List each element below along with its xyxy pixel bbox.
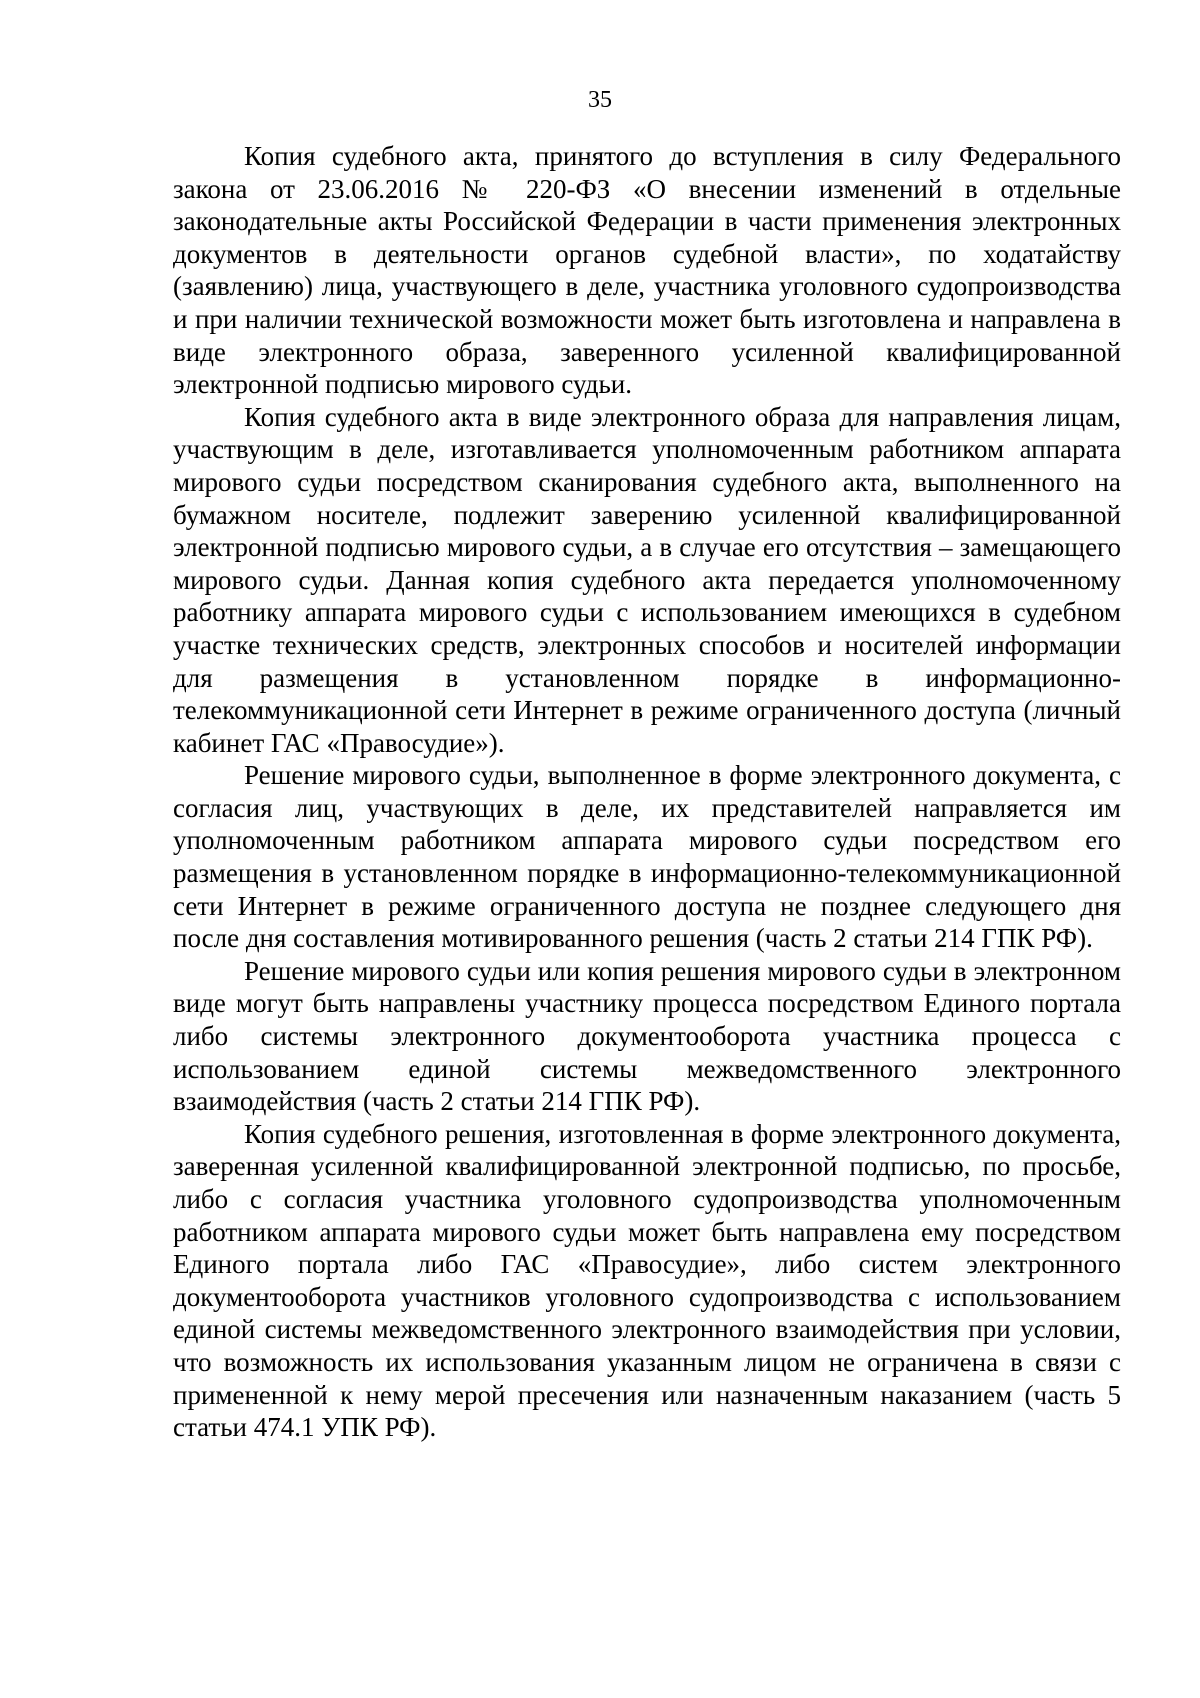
paragraph-2: Копия судебного акта в виде электронного образа для направления лицам, участвующим в деле, изготавливается уполномоченным работником аппарата мирового судьи посредством сканирования судебного акта, выполненного на бумажном носителе, подлежит заверению усиленной квалифицированной электронной подписью мирового судьи, а в случае его отсутствия – замещающего мирового судьи. Данная копия судебного акта передается уполномоченному работнику аппарата мирового судьи с использованием имеющихся в судебном участке технических средств, электронных способов и носителей информации для размещения в установленном порядке в информационно-телекоммуникационной сети Интернет в режиме ограниченного доступа (личный кабинет ГАС «Правосудие»). [173,401,1121,758]
paragraph-4: Решение мирового судьи или копия решения мирового судьи в электронном виде могут быть направлены участнику процесса посредством Единого портала либо системы электронного документооборота участника процесса с использованием единой системы межведомственного электронного взаимодействия (часть 2 статьи 214 ГПК РФ). [173,955,1121,1117]
document-body [173,140,1121,1444]
paragraph-1: Копия судебного акта, принятого до вступления в силу Федерального закона от 23.06.2016 № 220-ФЗ «О внесении изменений в отдельные законодательные акты Российской Федерации в части применения электронных документов в деятельности органов судебной власти», по ходатайству (заявлению) лица, участвующего в деле, участника уголовного судопроизводства и при наличии технической возможности может быть изготовлена и направлена в виде электронного образа, заверенного усиленной квалифицированной электронной подписью мирового судьи. [173,141,1121,400]
page-number: 35 [588,87,612,113]
paragraph-3: Решение мирового судьи, выполненное в форме электронного документа, с согласия лиц, участвующих в деле, их представителей направляется им уполномоченным работником аппарата мирового судьи посредством его размещения в установленном порядке в информационно-телекоммуникационной сети Интернет в режиме ограниченного доступа не позднее следующего дня после дня составления мотивированного решения (часть 2 статьи 214 ГПК РФ). [173,760,1121,954]
paragraph-5: Копия судебного решения, изготовленная в форме электронного документа, заверенная усиленной квалифицированной электронной подписью, по просьбе, либо с согласия участника уголовного судопроизводства уполномоченным работником аппарата мирового судьи может быть направлена ему посредством Единого портала либо ГАС «Правосудие», либо систем электронного документооборота участников уголовного судопроизводства с использованием единой системы межведомственного электронного взаимодействия при условии, что возможность их использования указанным лицом не ограничена в связи с примененной к нему мерой пресечения или назначенным наказанием (часть 5 статьи 474.1 УПК РФ). [173,1118,1121,1443]
